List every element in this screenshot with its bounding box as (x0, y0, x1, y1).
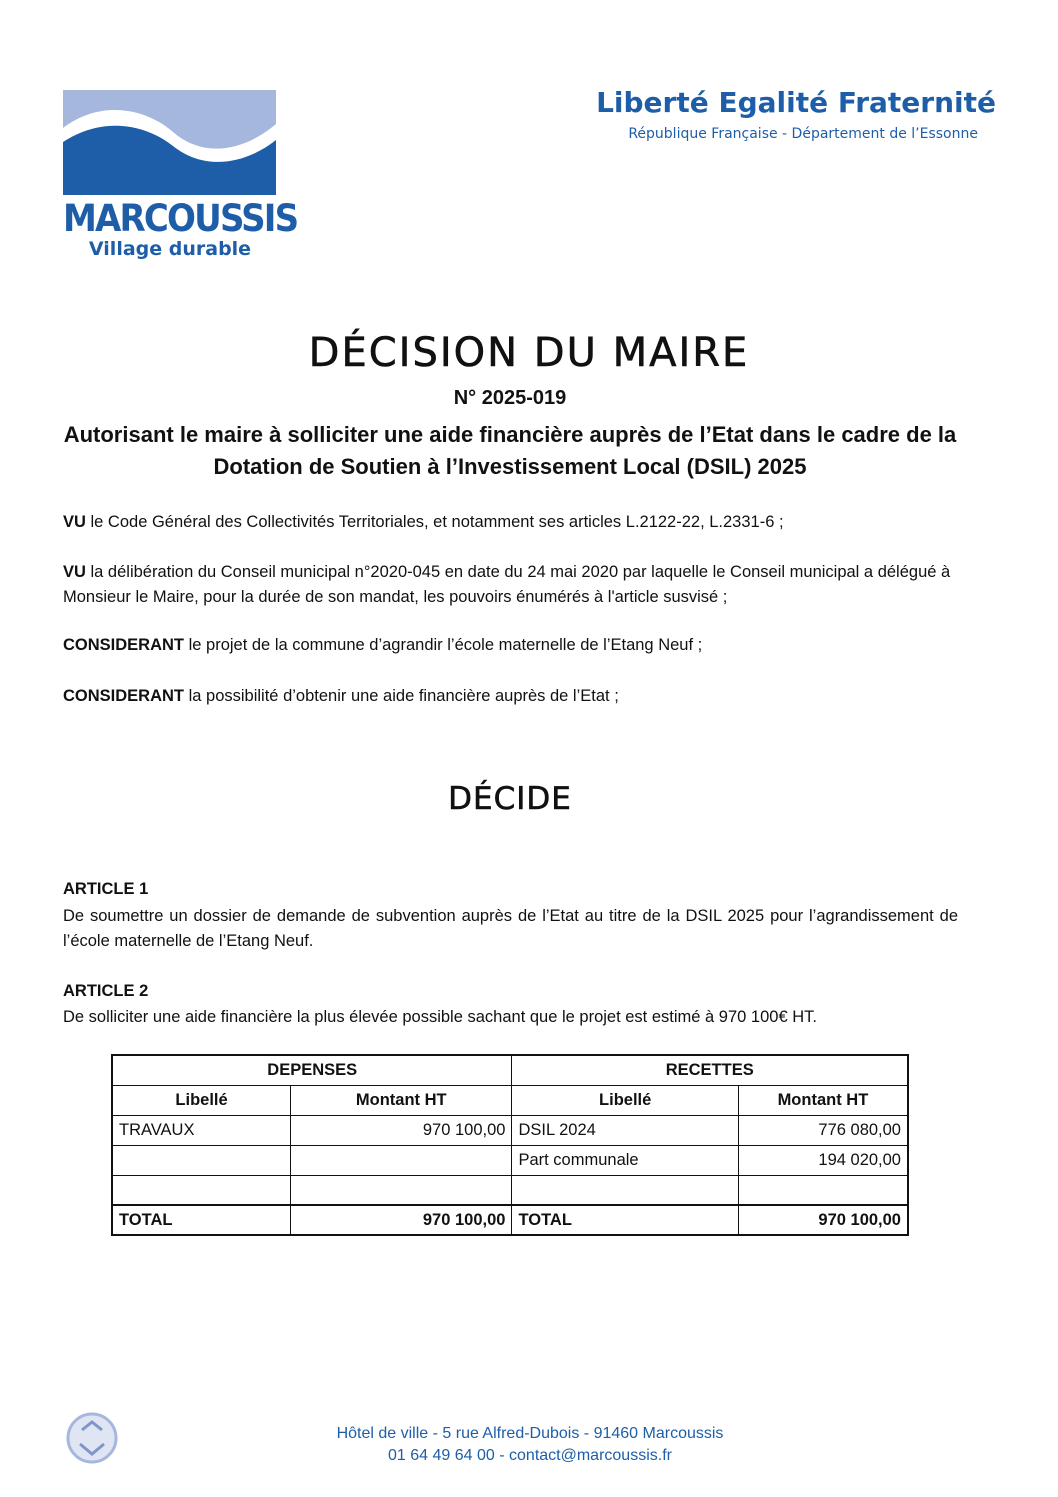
table-cell (512, 1175, 738, 1205)
consideration-text: la délibération du Conseil municipal n°2020-045 en date du 24 mai 2020 par laquelle le Conseil municipal a délégué à Monsieur le Maire, pour la durée de son mandat, les pouvoirs énumérés à l'article susvisé ; (63, 563, 951, 606)
decision-subject: Autorisant le maire à solliciter une aide financière auprès de l’Etat dans le cadre de la Dotation de Soutien à l’Investissement Local (DSIL) 2025 (63, 422, 957, 479)
table-cell: 970 100,00 (738, 1205, 908, 1235)
consideration-text: la possibilité d’obtenir une aide financière auprès de l’Etat ; (184, 687, 619, 705)
table-cell: 194 020,00 (738, 1145, 908, 1175)
republic-line: République Française - Département de l’Essonne (628, 126, 978, 142)
table-cell (738, 1175, 908, 1205)
consideration-3 (63, 633, 958, 658)
table-cell (112, 1145, 291, 1175)
republic-motto: Liberté Egalité Fraternité (596, 86, 996, 119)
article-2-text: De solliciter une aide financière la plus élevée possible sachant que le projet est estimé à 970 100€ HT. (63, 1008, 817, 1026)
document-title: DÉCISION DU MAIRE (308, 330, 750, 376)
consideration-1 (63, 510, 958, 535)
marcoussis-logo (63, 90, 298, 268)
consideration-keyword: VU (63, 513, 86, 531)
column-header: Montant HT (291, 1085, 512, 1115)
article-1-heading: ARTICLE 1 (63, 880, 149, 898)
wave-logo-icon (63, 90, 276, 195)
table-cell: TRAVAUX (112, 1115, 291, 1145)
table-row (112, 1115, 908, 1145)
table-cell: DSIL 2024 (512, 1115, 738, 1145)
decision-number: N° 2025-019 (453, 387, 567, 409)
footer-address: Hôtel de ville - 5 rue Alfred-Dubois - 91460 Marcoussis (336, 1425, 724, 1442)
footer-contact: 01 64 49 64 00 - contact@marcoussis.fr (388, 1447, 672, 1464)
budget-table (111, 1054, 909, 1236)
column-header: Montant HT (738, 1085, 908, 1115)
article-2-heading: ARTICLE 2 (63, 982, 149, 1000)
logo-name: MARCOUSSIS (63, 197, 298, 240)
column-header: Libellé (112, 1085, 291, 1115)
consideration-keyword: CONSIDERANT (63, 687, 185, 705)
logo-tagline: Village durable (88, 238, 252, 260)
table-cell (291, 1175, 512, 1205)
consideration-keyword: VU (63, 563, 86, 581)
consideration-text: le projet de la commune d’agrandir l’école maternelle de l’Etang Neuf ; (184, 636, 703, 654)
table-cell: TOTAL (112, 1205, 291, 1235)
depenses-header: DEPENSES (112, 1055, 512, 1085)
consideration-4 (63, 684, 958, 709)
decide-heading: DÉCIDE (448, 781, 572, 817)
table-group-header-row (112, 1055, 908, 1085)
table-cell: Part communale (512, 1145, 738, 1175)
table-row (112, 1175, 908, 1205)
table-column-header-row (112, 1085, 908, 1115)
article-1-text: De soumettre un dossier de demande de subvention auprès de l’Etat au titre de la DSIL 2025 pour l’agrandissement de l’école maternelle de l’Etang Neuf. (63, 907, 958, 950)
consideration-text: le Code Général des Collectivités Territoriales, et notamment ses articles L.2122-22, L.2331-6 ; (85, 513, 784, 531)
table-cell: 970 100,00 (291, 1205, 512, 1235)
table-cell (291, 1145, 512, 1175)
table-total-row (112, 1205, 908, 1235)
table-cell: 776 080,00 (738, 1115, 908, 1145)
consideration-keyword: CONSIDERANT (63, 636, 185, 654)
consideration-2 (63, 560, 958, 610)
recettes-header: RECETTES (512, 1055, 908, 1085)
table-row (112, 1145, 908, 1175)
table-cell: TOTAL (512, 1205, 738, 1235)
column-header: Libellé (512, 1085, 738, 1115)
table-cell: 970 100,00 (291, 1115, 512, 1145)
table-cell (112, 1175, 291, 1205)
